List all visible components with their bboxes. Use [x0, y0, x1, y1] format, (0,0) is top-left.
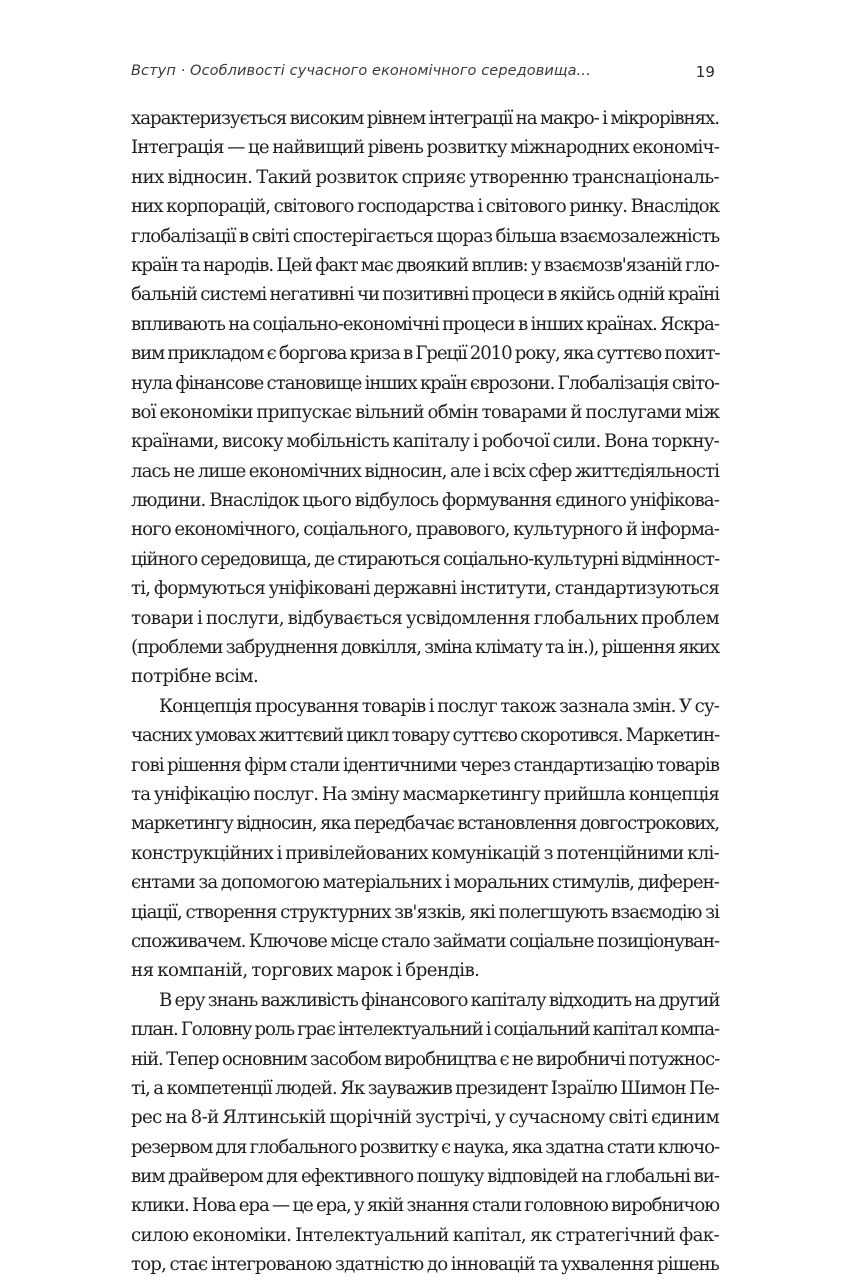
text-line: ного економічного, соціального, правового, культурного й інформа-: [131, 519, 719, 541]
text-line: потрібне всім.: [131, 666, 259, 688]
body-text: [131, 104, 719, 1280]
text-line: ня компаній, торгових марок і брендів.: [131, 960, 480, 982]
text-line: рес на 8-й Ялтинській щорічній зустрічі, у сучасному світі єдиним: [131, 1107, 719, 1129]
text-line: маркетингу відносин, яка передбачає встановлення довгострокових,: [131, 813, 719, 835]
text-line: характеризується високим рівнем інтеграції на макро- і мікрорівнях.: [131, 108, 719, 129]
text-line: гові рішення фірм стали ідентичними через стандартизацію товарів: [131, 754, 719, 776]
page-number: 19: [695, 63, 715, 81]
text-line: вої економіки припускає вільний обмін товарами й послугами між: [131, 401, 720, 423]
text-line: тор, стає інтегрованою здатністю до інновацій та ухвалення рішень: [131, 1254, 719, 1276]
text-line: вим прикладом є боргова криза в Греції 2010 року, яка суттєво похит-: [131, 343, 720, 365]
text-line: конструкційних і привілейованих комунікацій з потенційними клі-: [131, 842, 719, 864]
text-line: план. Головну роль грає інтелектуальний і соціальний капітал компа-: [131, 1019, 719, 1041]
text-line: лась не лише економічних відносин, але і всіх сфер життєдіяльності: [131, 460, 719, 482]
text-line: ті, формуються уніфіковані державні інститути, стандартизуються: [131, 578, 719, 600]
text-line: ціації, створення структурних зв'язків, які полегшують взаємодію зі: [131, 901, 719, 923]
text-line: силою економіки. Інтелектуальний капітал, як стратегічний фак-: [131, 1224, 719, 1246]
running-head: [131, 63, 715, 87]
text-line: них відносин. Такий розвиток сприяє утворенню транснаціональ-: [131, 166, 719, 188]
text-line: товари і послуги, відбувається усвідомлення глобальних проблем: [131, 607, 720, 629]
text-line: Концепція просування товарів і послуг також зазнала змін. У су-: [159, 695, 719, 717]
text-line: вим драйвером для ефективного пошуку відповідей на глобальні ви-: [131, 1166, 719, 1188]
text-line: клики. Нова ера — це ера, у якій знання стали головною виробничою: [131, 1195, 719, 1217]
text-line: них корпорацій, світового господарства і світового ринку. Внаслідок: [131, 196, 719, 218]
text-line: ті, а компетенції людей. Як зауважив президент Ізраїлю Шимон Пе-: [131, 1077, 719, 1099]
text-line: В еру знань важливість фінансового капіталу відходить на другий: [159, 989, 720, 1011]
text-line: часних умовах життєвий цикл товару суттєво скоротився. Маркетин-: [131, 725, 719, 747]
text-line: резервом для глобального розвитку є наука, яка здатна стати ключо-: [131, 1136, 719, 1158]
text-line: бальній системі негативні чи позитивні процеси в якійсь одній країні: [131, 284, 719, 306]
text-line: та уніфікацію послуг. На зміну масмаркетингу прийшла концепція: [131, 783, 719, 805]
text-line: країн та народів. Цей факт має двоякий вплив: у взаємозв'язаній гло-: [131, 254, 719, 276]
text-line: Інтеграція — це найвищий рівень розвитку міжнародних економіч-: [131, 137, 719, 159]
running-head-title: Вступ · Особливості сучасного економічного середовища...: [131, 63, 591, 79]
text-line: впливають на соціально-економічні процеси в інших країнах. Яскра-: [131, 313, 719, 335]
text-line: глобалізації в світі спостерігається щораз більша взаємозалежність: [131, 225, 720, 247]
text-line: єнтами за допомогою матеріальних і моральних стимулів, диферен-: [131, 872, 719, 894]
text-line: ційного середовища, де стираються соціально-культурні відмінност-: [131, 548, 720, 570]
text-line: споживачем. Ключове місце стало займати соціальне позиціонуван-: [131, 930, 719, 952]
text-line: ній. Тепер основним засобом виробництва є не виробничі потужнос-: [131, 1048, 720, 1070]
text-line: нула фінансове становище інших країн єврозони. Глобалізація світо-: [131, 372, 719, 394]
text-line: людини. Внаслідок цього відбулось формування єдиного уніфікова-: [131, 490, 719, 512]
text-line: (проблеми забруднення довкілля, зміна клімату та ін.), рішення яких: [131, 637, 719, 659]
text-line: країнами, високу мобільність капіталу і робочої сили. Вона торкну-: [131, 431, 719, 453]
